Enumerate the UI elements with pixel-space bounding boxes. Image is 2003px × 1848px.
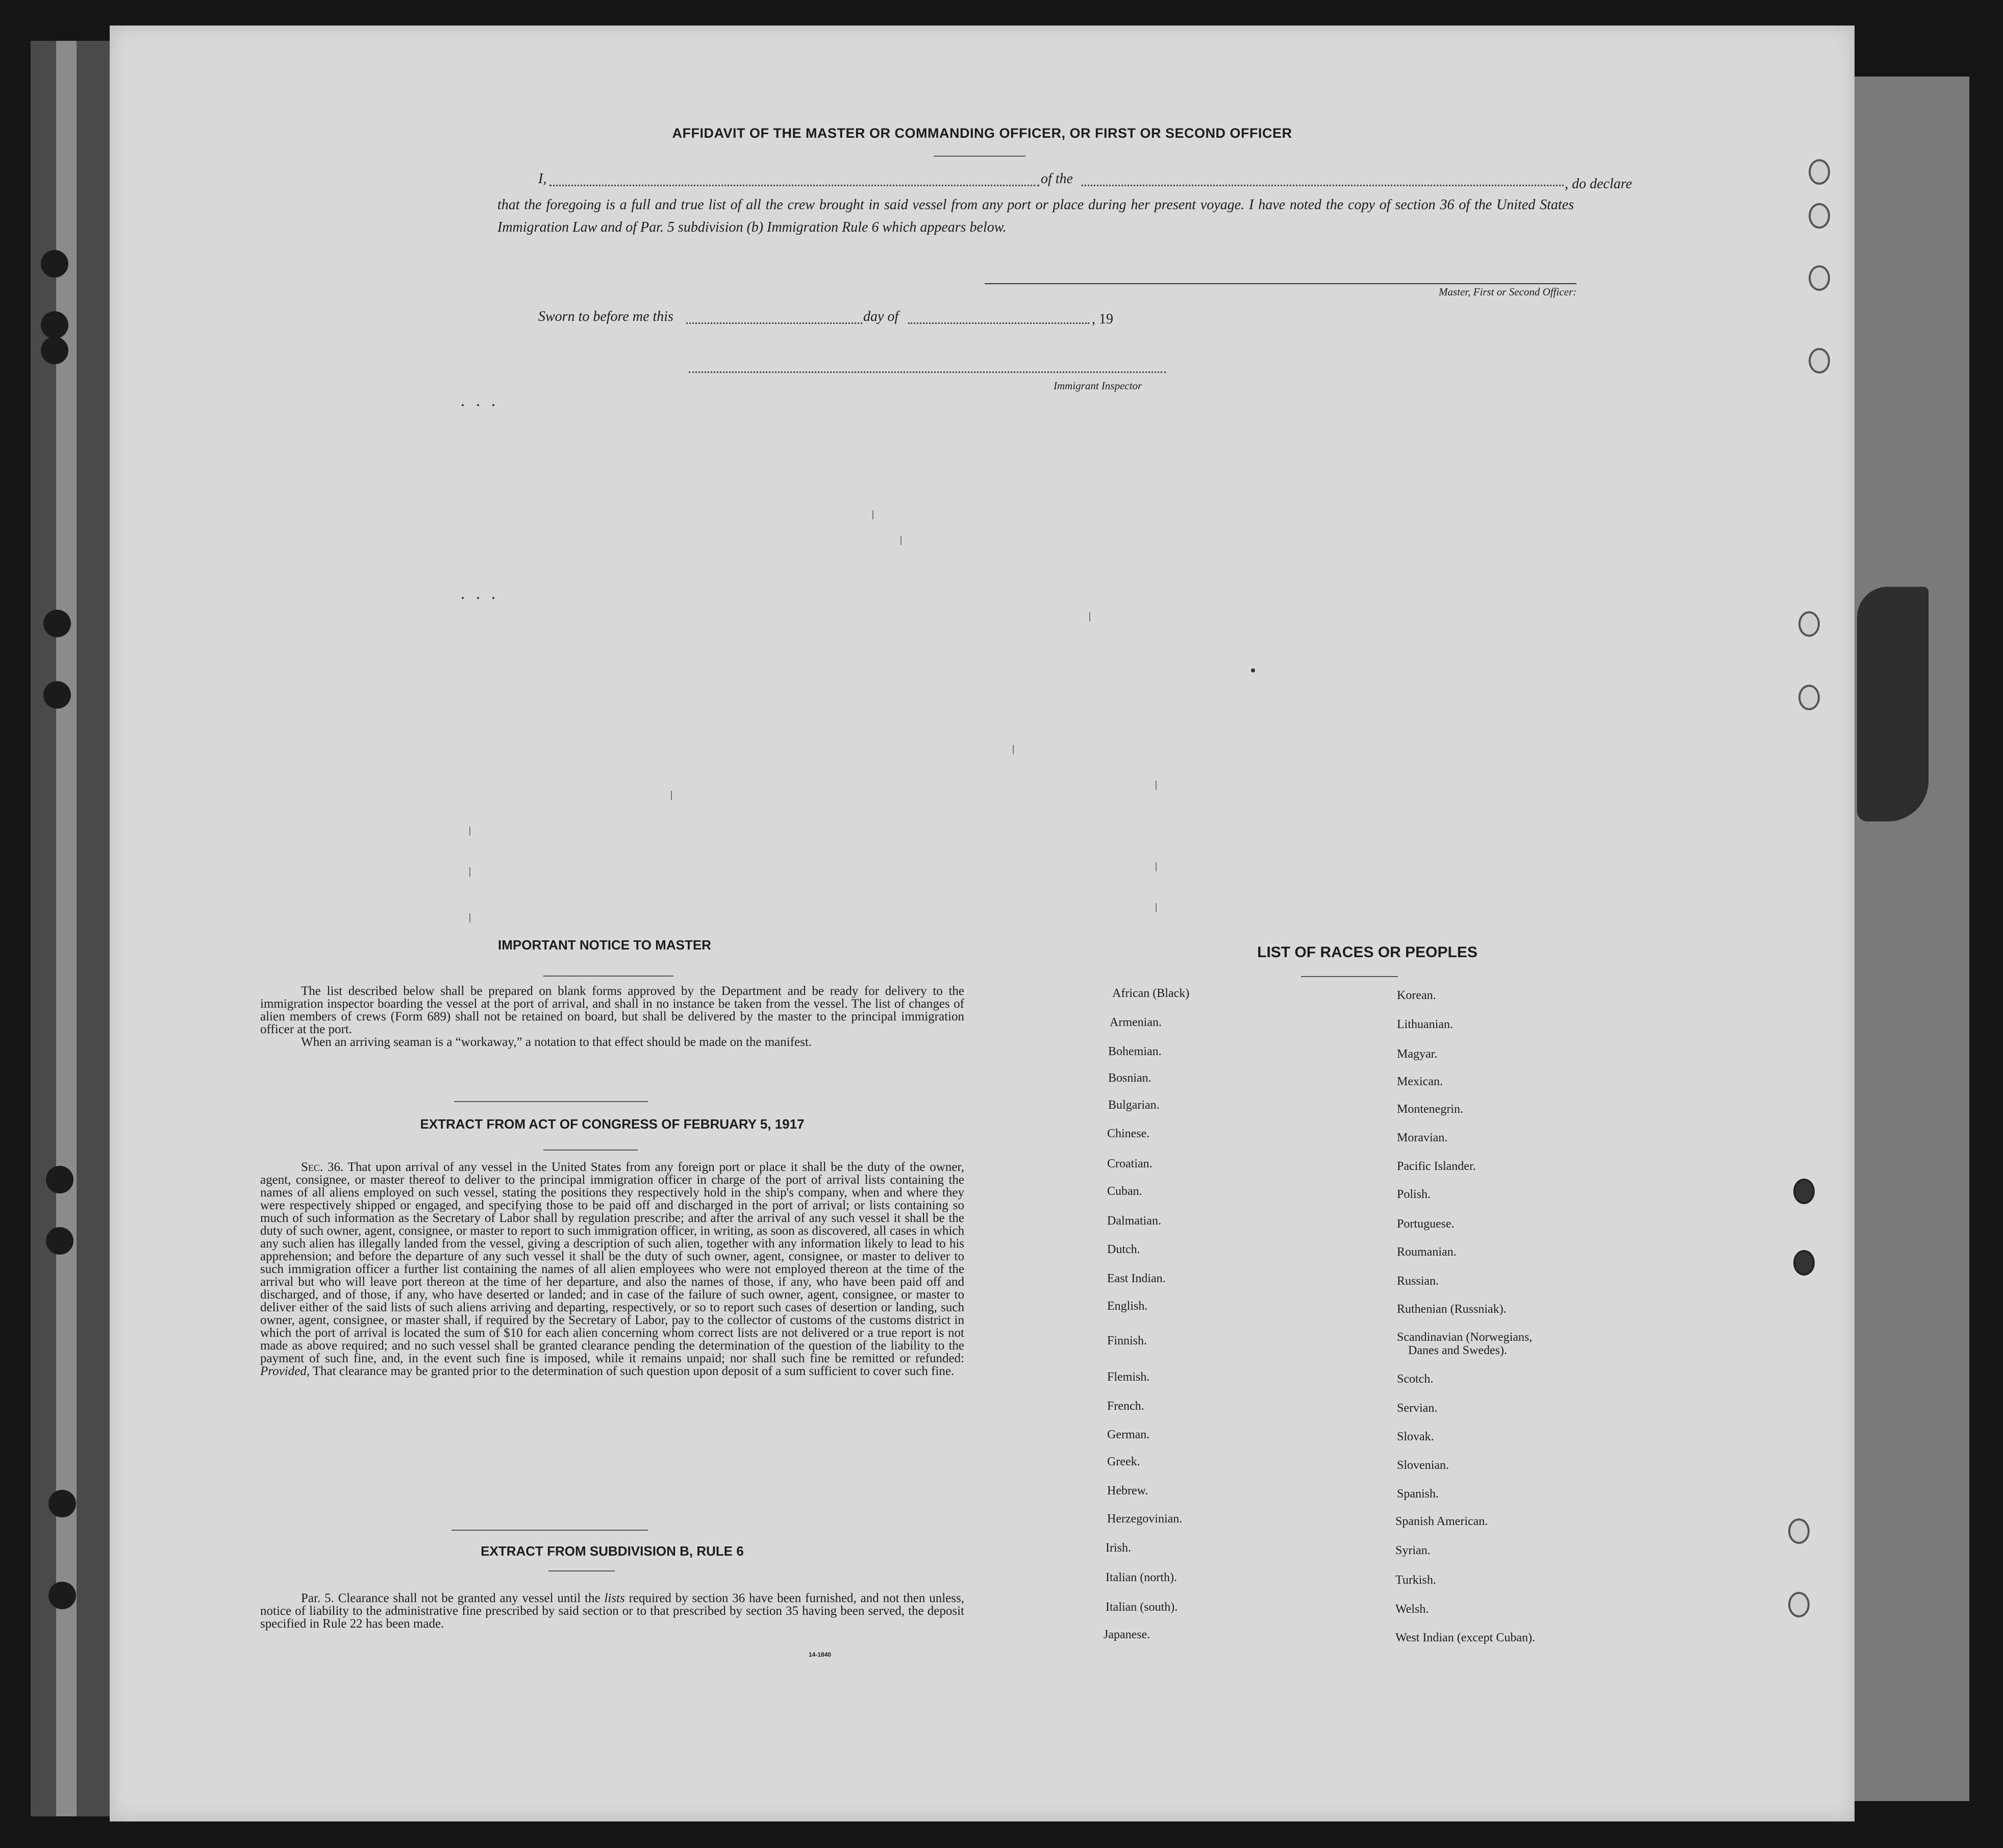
race-item: English. xyxy=(1107,1300,1148,1313)
race-item: Herzegovinian. xyxy=(1107,1512,1183,1526)
affidavit-of-the-label: of the xyxy=(1041,171,1073,187)
race-item: Croatian. xyxy=(1107,1157,1153,1170)
race-item: German. xyxy=(1107,1428,1150,1441)
race-item: Danes and Swedes). xyxy=(1408,1344,1507,1357)
ring-hole xyxy=(1788,1592,1810,1617)
sworn-day-blank[interactable] xyxy=(686,322,862,324)
race-item: Hebrew. xyxy=(1107,1484,1148,1497)
notice-text xyxy=(260,985,964,1048)
punch-hole xyxy=(48,1582,76,1609)
form-code: 14-1840 xyxy=(809,1651,832,1658)
ring-hole xyxy=(1788,1518,1810,1544)
act-extract-title: EXTRACT FROM ACT OF CONGRESS OF FEBRUARY 5, 1917 xyxy=(420,1116,805,1132)
race-item: Spanish American. xyxy=(1395,1515,1488,1528)
punch-hole xyxy=(46,1166,73,1193)
faint-tick xyxy=(1156,862,1157,871)
notice-paragraph-1: The list described below shall be prepared on blank forms approved by the Department and be ready for delivery to the immigration inspector boarding the vessel at the port of arrival, and shall in no instance be taken from the vessel. The list of changes of alien members of crews (Form 689) shall not be retained on board, but shall be delivered by the master to the principal immigration officer at the port. xyxy=(260,984,964,1036)
rule-extract-divider xyxy=(548,1570,615,1571)
race-item: Lithuanian. xyxy=(1397,1018,1453,1031)
ring-hole xyxy=(1809,159,1830,185)
races-title: LIST OF RACES OR PEOPLES xyxy=(1257,944,1478,961)
faint-tick xyxy=(469,867,470,877)
act-extract-end-divider xyxy=(452,1530,648,1531)
faint-tick xyxy=(872,510,873,519)
signature-line[interactable] xyxy=(985,283,1576,284)
faint-tick xyxy=(900,536,902,545)
inspector-signature-line[interactable] xyxy=(689,371,1166,373)
ring-hole xyxy=(1793,1179,1815,1204)
race-item: Pacific Islander. xyxy=(1397,1160,1476,1173)
faint-tick xyxy=(1089,612,1090,621)
section-label: Sec. 36. xyxy=(301,1160,344,1174)
notice-title: IMPORTANT NOTICE TO MASTER xyxy=(498,937,711,953)
ring-hole xyxy=(1809,348,1830,373)
race-item: Chinese. xyxy=(1107,1127,1150,1140)
races-divider xyxy=(1301,976,1398,977)
punch-hole xyxy=(41,337,68,364)
race-item: Greek. xyxy=(1107,1455,1140,1468)
ring-hole xyxy=(1798,611,1820,637)
race-item: Montenegrin. xyxy=(1397,1103,1463,1116)
race-item: Mexican. xyxy=(1397,1075,1443,1088)
race-item: Slovak. xyxy=(1397,1430,1434,1443)
inspector-caption: Immigrant Inspector xyxy=(1054,380,1142,392)
notice-paragraph-2: When an arriving seaman is a “workaway,” a notation to that effect should be made on the manifest. xyxy=(301,1035,812,1049)
sworn-day-of-label: day of xyxy=(863,309,899,324)
provided-word: Provided, xyxy=(260,1364,310,1378)
vessel-blank[interactable] xyxy=(1082,185,1564,186)
rule-extract-text xyxy=(260,1592,964,1630)
race-item: Bosnian. xyxy=(1108,1071,1151,1085)
speck xyxy=(1251,668,1255,672)
underlying-sheet-shadow xyxy=(1857,587,1929,821)
speck xyxy=(492,404,494,406)
race-item: Moravian. xyxy=(1397,1131,1448,1144)
faint-tick xyxy=(469,827,470,836)
race-item: Slovenian. xyxy=(1397,1459,1449,1472)
race-item: Finnish. xyxy=(1107,1334,1147,1347)
punch-hole xyxy=(41,250,68,278)
race-item: Servian. xyxy=(1397,1402,1438,1415)
race-item: Ruthenian (Russniak). xyxy=(1397,1303,1507,1316)
notice-end-divider xyxy=(454,1101,648,1102)
act-extract-divider xyxy=(543,1150,638,1151)
ring-hole xyxy=(1798,685,1820,710)
affidavit-i-label: I, xyxy=(538,171,547,187)
ring-hole xyxy=(1809,203,1830,229)
race-item: Cuban. xyxy=(1107,1185,1142,1198)
speck xyxy=(477,404,479,406)
speck xyxy=(492,597,494,599)
lists-word: lists xyxy=(604,1591,625,1605)
act-extract-text xyxy=(260,1161,964,1378)
ring-hole xyxy=(1793,1250,1815,1276)
sworn-month-blank[interactable] xyxy=(908,322,1089,324)
race-item: Irish. xyxy=(1106,1541,1131,1555)
race-item: Italian (south). xyxy=(1106,1601,1178,1614)
binder-strip-edge xyxy=(56,41,77,1816)
punch-hole xyxy=(46,1227,73,1255)
race-item: Turkish. xyxy=(1395,1574,1436,1587)
race-item: Syrian. xyxy=(1395,1544,1431,1557)
section-36-text: That upon arrival of any vessel in the United States from any foreign port or place it shall be the duty of the owner, agent, consignee, or master thereof to deliver to the principal immigration officer in charge of the port of arrival lists containing the names of all aliens employed on such vessel, stating the positions they respectively hold in the ship's company, when and where they were respectively shipped or engaged, and specifying those to be paid off and discharged in the port of arrival; or lists containing so much of such information as the Secretary of Labor shall by regulation prescribe; and after the arrival of any such vessel it shall be the duty of such owner, agent, consignee, or master to report to such immigration officer, in writing, as soon as discovered, all cases in which any such alien has illegally landed from the vessel, giving a description of such alien, together with any information likely to lead to his apprehension; and before the departure of any such vessel it shall be the duty of such owner, agent, consignee, or master to deliver to such immigration officer a further list containing the names of all alien employees who were not employed thereon at the time of the arrival but who will leave port thereon at the time of her departure, and also the names of those, if any, who have been paid off and discharged, and of those, if any, who have deserted or landed; and in case of the failure of such owner, agent, consignee, or master to deliver either of the said lists of such aliens arriving and departing, respectively, or so to report such cases of desertion or landing, such owner, agent, consignee, or master shall, if required by the Secretary of Labor, pay to the collector of customs of the customs district in which the port of arrival is located the sum of $10 for each alien concerning whom correct lists are not delivered or a true report is not made as above required; and no such vessel shall be granted clearance pending the determination of the question of the liability to the payment of such fine, and, in the event such fine is imposed, while it remains unpaid; nor shall such fine be remitted or refunded: xyxy=(260,1160,964,1365)
speck xyxy=(462,597,464,599)
punch-hole xyxy=(43,610,71,637)
race-item: Russian. xyxy=(1397,1275,1439,1288)
race-item: Korean. xyxy=(1397,989,1436,1002)
affidavit-declare-label: , do declare xyxy=(1565,176,1632,192)
name-blank[interactable] xyxy=(549,185,1039,186)
sworn-year-label: , 19 xyxy=(1092,311,1113,327)
race-item: French. xyxy=(1107,1400,1144,1413)
race-item: Magyar. xyxy=(1397,1047,1438,1061)
affidavit-title: AFFIDAVIT OF THE MASTER OR COMMANDING OFFICER, OR FIRST OR SECOND OFFICER xyxy=(672,126,1292,141)
race-item: Bulgarian. xyxy=(1108,1098,1160,1112)
race-item: Welsh. xyxy=(1395,1603,1429,1616)
faint-tick xyxy=(1013,745,1014,754)
race-item: Portuguese. xyxy=(1397,1217,1455,1231)
section-36-text-end: That clearance may be granted prior to the determination of such question upon deposit of a sum sufficient to cover such fine. xyxy=(312,1364,955,1378)
ring-hole xyxy=(1809,265,1830,291)
signature-caption: Master, First or Second Officer: xyxy=(1438,286,1576,298)
race-item: Spanish. xyxy=(1397,1487,1439,1501)
notice-divider xyxy=(543,976,673,977)
rule-text-b: required by section 36 have been furnished, and not then unless, notice of liability to the administrative fine prescribed by said section or to that prescribed by section 35 having been served, the deposit specified in Rule 22 has been made. xyxy=(260,1591,964,1631)
race-item: Dutch. xyxy=(1107,1243,1140,1256)
race-item: Scandinavian (Norwegians, xyxy=(1397,1331,1533,1344)
title-divider xyxy=(934,156,1025,157)
punch-hole xyxy=(41,311,68,339)
speck xyxy=(462,404,464,406)
rule-text-a: Par. 5. Clearance shall not be granted any vessel until the xyxy=(301,1591,600,1605)
punch-hole xyxy=(48,1490,76,1517)
race-item: Roumanian. xyxy=(1397,1245,1457,1259)
race-item: Flemish. xyxy=(1107,1370,1150,1384)
race-item: Bohemian. xyxy=(1108,1045,1162,1058)
faint-tick xyxy=(469,913,470,922)
race-item: West Indian (except Cuban). xyxy=(1395,1631,1535,1644)
faint-tick xyxy=(1156,781,1157,790)
sworn-prefix: Sworn to before me this xyxy=(538,309,673,324)
race-item: Polish. xyxy=(1397,1188,1431,1201)
speck xyxy=(477,597,479,599)
race-item: Italian (north). xyxy=(1106,1571,1177,1584)
form-page xyxy=(110,26,1855,1821)
race-item: African (Black) xyxy=(1112,987,1190,1000)
race-item: East Indian. xyxy=(1107,1272,1166,1285)
affidavit-paragraph: that the foregoing is a full and true list of all the crew brought in said vessel from any port or place during her present voyage. I have noted the copy of section 36 of the United States Immigration Law and of Par. 5 subdivision (b) Immigration Rule 6 which appears below. xyxy=(497,197,1574,235)
rule-extract-title: EXTRACT FROM SUBDIVISION B, RULE 6 xyxy=(481,1543,744,1559)
punch-hole xyxy=(43,681,71,709)
faint-tick xyxy=(671,791,672,800)
race-item: Dalmatian. xyxy=(1107,1214,1161,1228)
faint-tick xyxy=(1156,903,1157,912)
race-item: Scotch. xyxy=(1397,1372,1434,1386)
race-item: Japanese. xyxy=(1104,1628,1150,1641)
race-item: Armenian. xyxy=(1110,1016,1162,1029)
